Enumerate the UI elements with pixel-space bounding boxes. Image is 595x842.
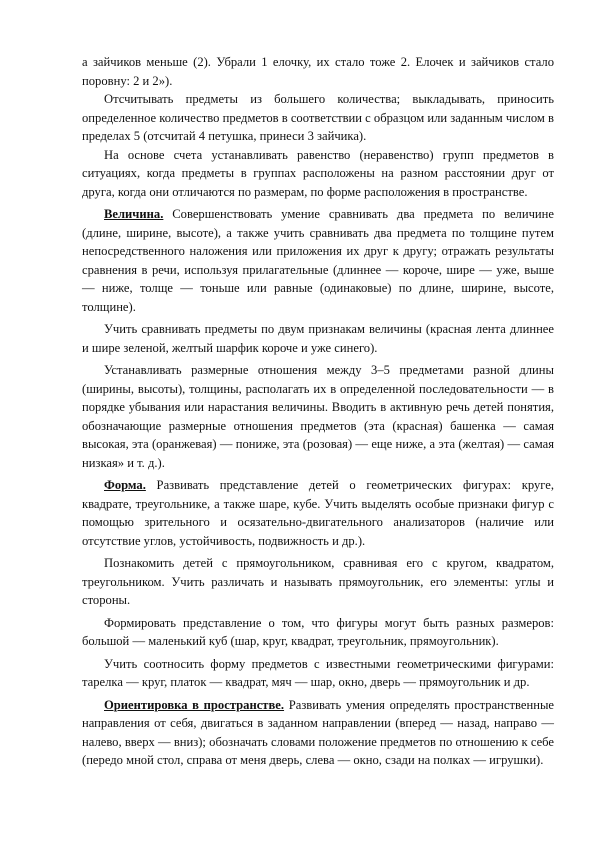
paragraph-text: Учить сравнивать предметы по двум признакам величины (красная лента длиннее и шире зеленой, желтый шарфик короче и уже синего). bbox=[82, 322, 554, 355]
paragraph-two-attributes bbox=[82, 320, 554, 357]
document-page bbox=[82, 53, 554, 770]
paragraph-figure-sizes bbox=[82, 614, 554, 651]
paragraph-text: Устанавливать размерные отношения между 3–5 предметами разной длины (ширины, высоты), толщины, располагать их в определенной последовательности — в порядке убывания или нарастания величины. Вводить в активную речь детей понятия, обозначающие размерные отношения предметов (эта (красная) башенка — самая высокая, эта (оранжевая) — пониже, эта (розовая) — еще ниже, а эта (желтая) — самая низкая» и т. д.). bbox=[82, 363, 554, 470]
paragraph-counting-from-larger bbox=[82, 90, 554, 146]
paragraph-text: Отсчитывать предметы из большего количества; выкладывать, приносить определенное количество предметов в соответствии с образцом или заданным числом в пределах 5 (отсчитай 4 петушка, принеси 3 зайчика). bbox=[82, 92, 554, 143]
paragraph-continuation bbox=[82, 53, 554, 90]
paragraph-text: Совершенствовать умение сравнивать два предмета по величине (длине, ширине, высоте), а также учить сравнивать два предмета по толщине путем непосредственного наложения или приложения их друг к другу; отражать результаты сравнения в речи, используя прилагательные (длиннее — короче, шире — уже, выше — ниже, толще — тоньше или равные (одинаковые) по длине, ширине, высоте, толщине). bbox=[82, 207, 554, 314]
paragraph-text: а зайчиков меньше (2). Убрали 1 елочку, их стало тоже 2. Елочек и зайчиков стало поровну: 2 и 2»). bbox=[82, 55, 554, 88]
paragraph-text: Развивать умения определять пространственные направления от себя, двигаться в заданном направлении (вперед — назад, направо — налево, вверх — вниз); обозначать словами положение предметов по отношению к себе (передо мной стол, справа от меня дверь, слева — окно, сзади на полках — игрушки). bbox=[82, 697, 554, 767]
paragraph-rectangle bbox=[82, 554, 554, 610]
paragraph-size bbox=[82, 205, 554, 316]
paragraph-text: На основе счета устанавливать равенство (неравенство) групп предметов в ситуациях, когда предметы в группах расположены на разном расстоянии друг от друга, когда они отличаются по размерам, по форме расположения в пространстве. bbox=[82, 147, 554, 199]
paragraph-text: Познакомить детей с прямоугольником, сравнивая его с кругом, квадратом, треугольником. Учить различать и называть прямоугольник, его элементы: углы и стороны. bbox=[82, 556, 554, 607]
section-heading-size: Величина. bbox=[104, 207, 164, 221]
paragraph-text: Развивать представление детей о геометрических фигурах: круге, квадрате, треугольнике, а также шаре, кубе. Учить выделять особые признаки фигур с помощью зрительного и осязательно-двигательного анализаторов (наличие или отсутствие углов, устойчивость, подвижность и др.). bbox=[82, 478, 554, 548]
paragraph-shape bbox=[82, 476, 554, 550]
section-heading-shape: Форма. bbox=[104, 478, 146, 492]
paragraph-size-relations bbox=[82, 361, 554, 472]
paragraph-shape-matching bbox=[82, 655, 554, 692]
paragraph-text: Учить соотносить форму предметов с известными геометрическими фигурами: тарелка — круг, платок — квадрат, мяч — шар, окно, дверь — прямоугольник и др. bbox=[82, 656, 554, 689]
paragraph-equality-of-groups bbox=[82, 146, 554, 202]
paragraph-orientation bbox=[82, 696, 554, 770]
paragraph-text: Формировать представление о том, что фигуры могут быть разных размеров: большой — маленький куб (шар, круг, квадрат, треугольник, прямоугольник). bbox=[82, 615, 554, 648]
section-heading-orientation: Ориентировка в пространстве. bbox=[104, 697, 285, 712]
